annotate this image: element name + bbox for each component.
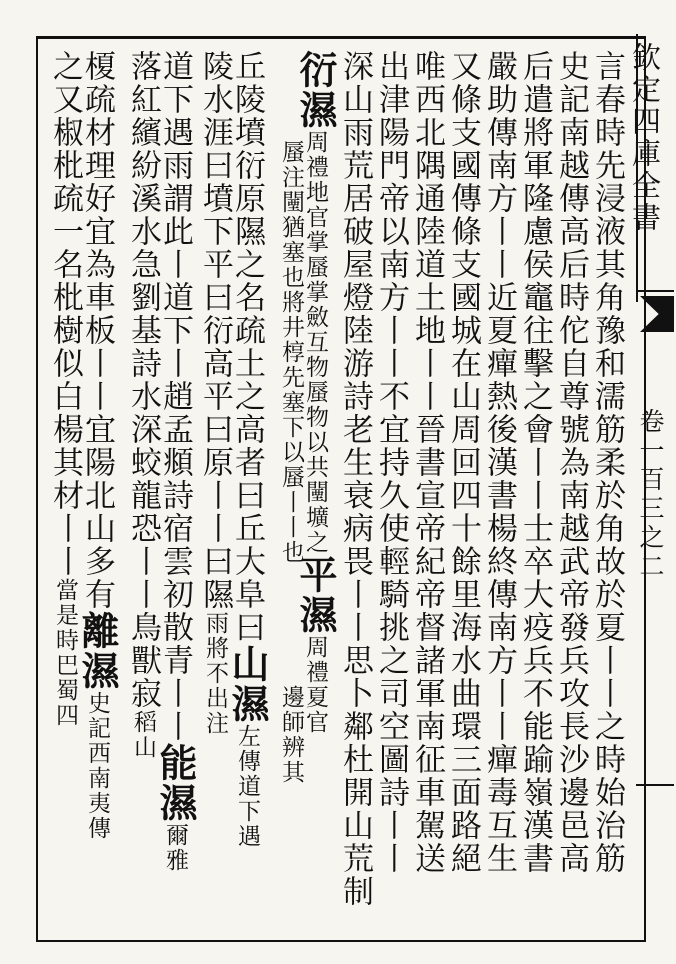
text-column (275, 140, 306, 785)
text-column: 之又椒枇疏一名枇樹似白楊其材丨丨當是時巴蜀四 (47, 50, 83, 728)
annotation: 爾雅 (162, 823, 188, 873)
annotation: 邊師辨其 (278, 685, 304, 785)
text-column: 榎疏材理好宜為車板丨丨宜陽北山多有離濕史記西南夷傳 (75, 50, 120, 841)
annotation: 周禮夏官 (302, 635, 328, 735)
annotation: 蜃注闉猶塞也將井椁先塞下以蜃丨丨也 (278, 140, 304, 565)
text-column: 嚴助傳南方丨丨近夏癉熱後漢書楊終傳南方丨丨癉毒互生 (481, 50, 517, 875)
text-column: 言春時先浸液其角豫和濡筋柔於角故於夏丨丨之時始治筋 (589, 50, 625, 875)
entry-head: 離濕 (75, 611, 120, 691)
text-column: 道下遇雨謂此丨道下丨趙孟頫詩宿雲初散青丨丨能濕爾雅 (153, 50, 198, 873)
text-column: 后遣將軍隆慮侯竈往擊之會丨丨士卒大疫兵不能踰嶺漢書 (517, 50, 553, 875)
margin-rule (636, 290, 674, 292)
entry-head: 平濕 (293, 555, 338, 635)
annotation: 左傳道下遇 (234, 724, 260, 849)
annotation: 稻山 (130, 710, 156, 760)
annotation: 史記西南夷傳 (84, 691, 110, 841)
text-column: 又條支國傳條支國城在山周回四十餘里海水曲環三面路絕 (445, 50, 481, 875)
volume-label: 卷一百三之二 (636, 408, 665, 582)
text-column: 丘陵墳衍原隰之名疏土之高者曰丘大阜曰山濕左傳道下遇 (225, 50, 270, 849)
annotation: 當是時巴蜀四 (52, 578, 78, 728)
annotation: 雨將不出注 (202, 611, 228, 736)
entry-head: 衍濕 (293, 50, 338, 130)
text-column: 唯西北隅通陸道土地丨丨晉書宣帝紀帝督諸軍南征車駕送 (409, 50, 445, 875)
text-column: 陵水涯曰墳下平曰衍高平曰原丨丨曰隰雨將不出注 (197, 50, 233, 736)
book-title: 欽定四庫全書 (628, 42, 662, 234)
entry-head: 山濕 (225, 644, 270, 724)
text-column: 史記南越傳高后時佗自尊號為南越武帝發兵攻長沙邊邑高 (553, 50, 589, 875)
text-column: 出津陽門帝以南方丨丨不宜持久使輕騎挑之司空圖詩丨丨 (373, 50, 409, 875)
margin-rule (636, 784, 674, 786)
text-column: 深山雨荒居破屋燈陸游詩老生衰病畏丨丨思卜鄰杜開山荒制 (337, 50, 373, 908)
entry-head: 能濕 (153, 743, 198, 823)
annotation: 周禮地官掌蜃掌斂互物蜃物以共闉壙之 (302, 130, 328, 555)
text-column: 落紅繽紛溪水急劉基詩水深蛟龍恐丨丨鳥獸寂稻山 (125, 50, 161, 760)
